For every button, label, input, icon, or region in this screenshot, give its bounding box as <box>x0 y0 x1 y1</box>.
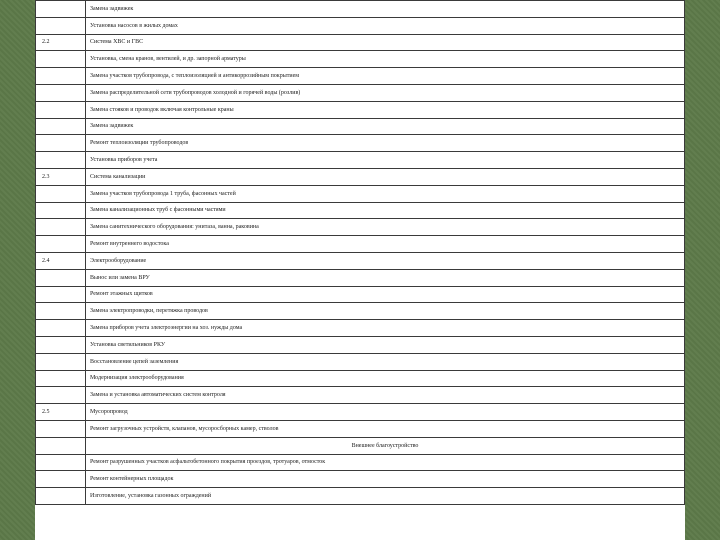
row-text: Ремонт внутреннего водостока <box>86 236 685 253</box>
table-row <box>36 118 685 135</box>
table-row <box>36 303 685 320</box>
row-text: Замена электропроводки, перетяжка проводов <box>86 303 685 320</box>
row-number <box>36 353 86 370</box>
row-text: Замена задвижек <box>86 118 685 135</box>
row-text: Замена стояков и проводок включая контрольные краны <box>86 101 685 118</box>
row-text: Восстановление цепей заземления <box>86 353 685 370</box>
table-row <box>36 353 685 370</box>
row-text: Система ХВС и ГВС <box>86 34 685 51</box>
row-text: Изготовление, установка газонных ограждений <box>86 488 685 505</box>
section-heading: Внешнее благоустройство <box>86 437 685 454</box>
row-text: Установка светильников РКУ <box>86 336 685 353</box>
row-text: Ремонт контейнерных площадок <box>86 471 685 488</box>
row-number <box>36 420 86 437</box>
row-text: Замена распределительной сети трубопроводов холодной и горячей воды (розлив) <box>86 84 685 101</box>
table-row <box>36 320 685 337</box>
table-row <box>36 34 685 51</box>
row-text: Электрооборудование <box>86 252 685 269</box>
table-row <box>36 336 685 353</box>
row-number <box>36 202 86 219</box>
row-number <box>36 84 86 101</box>
table-row <box>36 420 685 437</box>
row-text: Установка приборов учета <box>86 152 685 169</box>
document-page <box>35 0 685 540</box>
row-number <box>36 219 86 236</box>
table-row <box>36 236 685 253</box>
table-row <box>36 404 685 421</box>
row-text: Ремонт этажных щитков <box>86 286 685 303</box>
row-text: Ремонт теплоизоляции трубопроводов <box>86 135 685 152</box>
row-number <box>36 336 86 353</box>
row-number <box>36 152 86 169</box>
row-text: Мусоропровод <box>86 404 685 421</box>
row-number: 2.2 <box>36 34 86 51</box>
row-text: Замена задвижек <box>86 1 685 18</box>
row-text: Замена санитехнического оборудования: унитаза, ванна, раковина <box>86 219 685 236</box>
table-row <box>36 1 685 18</box>
row-number <box>36 454 86 471</box>
row-number <box>36 17 86 34</box>
table-row <box>36 51 685 68</box>
row-text: Ремонт загрузочных устройств, клапанов, мусоросборных камер, стволов <box>86 420 685 437</box>
row-number: 2.3 <box>36 168 86 185</box>
row-number <box>36 303 86 320</box>
row-number <box>36 185 86 202</box>
row-number: 2.5 <box>36 404 86 421</box>
row-number <box>36 236 86 253</box>
row-number: 2.4 <box>36 252 86 269</box>
row-text: Установка насосов в жилых домах <box>86 17 685 34</box>
table-row <box>36 68 685 85</box>
table-row <box>36 387 685 404</box>
row-text: Ремонт разрушенных участков асфальтобетонного покрытия проездов, тротуаров, отмосток <box>86 454 685 471</box>
row-number <box>36 101 86 118</box>
table-row <box>36 17 685 34</box>
row-number <box>36 387 86 404</box>
row-number <box>36 269 86 286</box>
row-text: Замена участков трубопровода, с теплоизоляцией и антикоррозийным покрытием <box>86 68 685 85</box>
table-row <box>36 185 685 202</box>
row-number <box>36 118 86 135</box>
row-text: Замена канализационных труб с фасонными частями <box>86 202 685 219</box>
table-row <box>36 202 685 219</box>
row-number <box>36 286 86 303</box>
table-row <box>36 168 685 185</box>
row-number <box>36 471 86 488</box>
row-text: Замена и установка автоматических систем контроля <box>86 387 685 404</box>
table-row <box>36 152 685 169</box>
row-number <box>36 370 86 387</box>
table-row <box>36 370 685 387</box>
table-row <box>36 471 685 488</box>
row-text: Замена участков трубопровода 1 труба, фасонных частей <box>86 185 685 202</box>
row-number <box>36 488 86 505</box>
row-number <box>36 1 86 18</box>
table-row <box>36 84 685 101</box>
row-number <box>36 320 86 337</box>
table-row <box>36 454 685 471</box>
table-row <box>36 252 685 269</box>
row-number <box>36 51 86 68</box>
row-text: Модернизация электрооборудования <box>86 370 685 387</box>
row-number <box>36 437 86 454</box>
table-row <box>36 286 685 303</box>
table-row <box>36 269 685 286</box>
row-number <box>36 135 86 152</box>
table-row <box>36 101 685 118</box>
row-text: Замена приборов учета электроэнергии на хоз. нужды дома <box>86 320 685 337</box>
row-text: Система канализации <box>86 168 685 185</box>
table-row <box>36 488 685 505</box>
row-text: Вынос или замена ВРУ <box>86 269 685 286</box>
row-text: Установка, смена кранов, вентилей, и др. запорной арматуры <box>86 51 685 68</box>
table-row <box>36 219 685 236</box>
work-list-table <box>35 0 685 505</box>
row-number <box>36 68 86 85</box>
table-row <box>36 437 685 454</box>
table-row <box>36 135 685 152</box>
